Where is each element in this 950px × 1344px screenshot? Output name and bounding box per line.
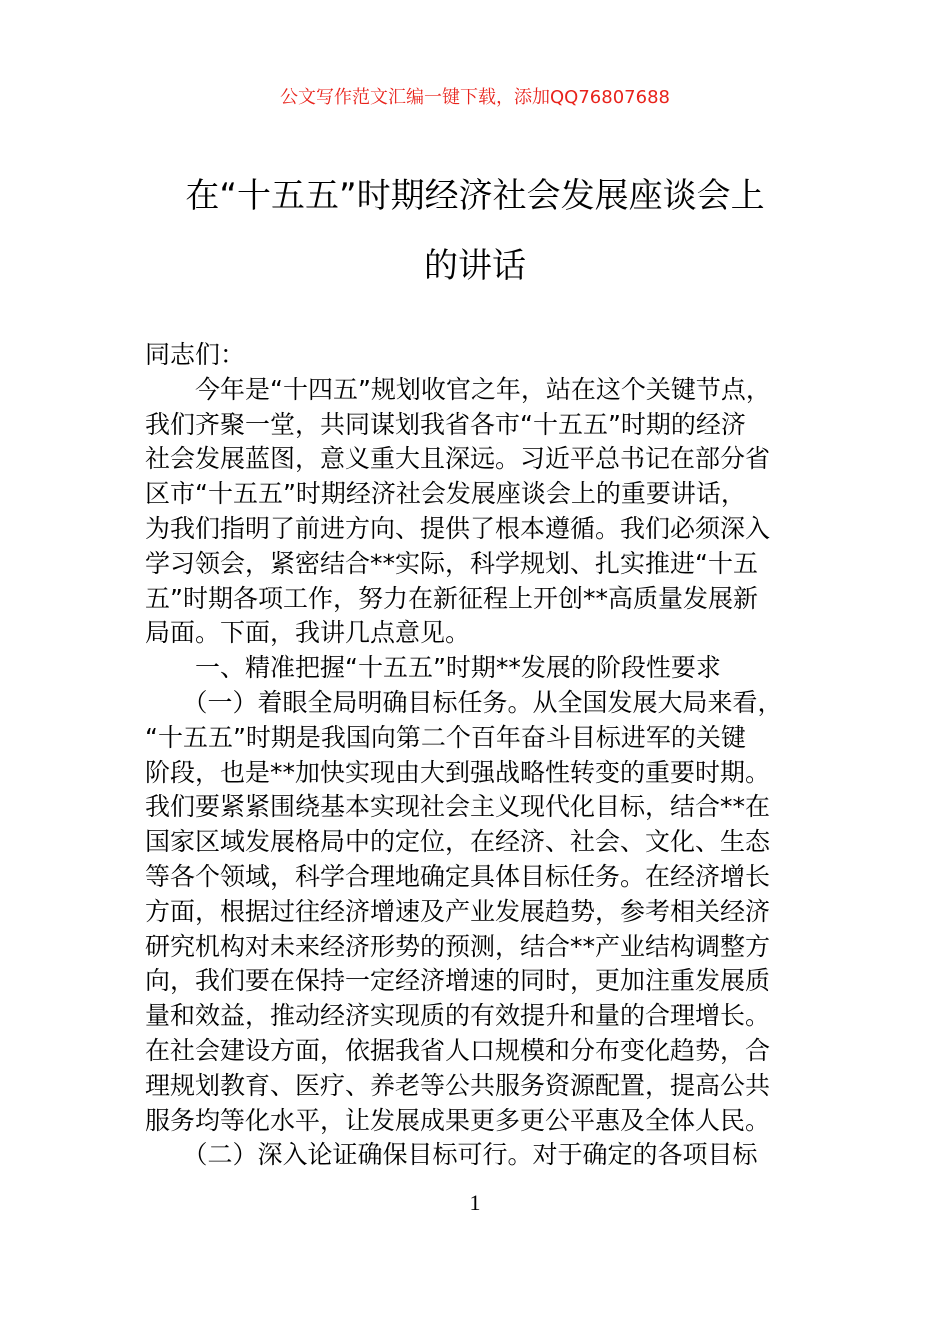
body-line: 国家区域发展格局中的定位，在经济、社会、文化、生态	[145, 827, 771, 857]
body-line: “十五五”时期是我国向第二个百年奋斗目标进军的关键	[145, 722, 746, 752]
body-line: 局面。下面，我讲几点意见。	[145, 618, 471, 648]
section-heading-1: 一、精准把握“十五五”时期**发展的阶段性要求	[145, 653, 721, 683]
body-line: 为我们指明了前进方向、提供了根本遵循。我们必须深入	[145, 513, 771, 543]
page-number: 1	[469, 1190, 481, 1215]
body-line: 方面，根据过往经济增速及产业发展趋势，参考相关经济	[145, 896, 771, 926]
body-line: 理规划教育、医疗、养老等公共服务资源配置，提高公共	[145, 1070, 771, 1100]
body-line: 我们齐聚一堂，共同谋划我省各市“十五五”时期的经济	[145, 409, 746, 439]
body-line: 今年是“十四五”规划收官之年，站在这个关键节点，	[145, 374, 771, 404]
subsection-heading-1-2: （二）深入论证确保目标可行。对于确定的各项目标	[145, 1140, 758, 1170]
body-line: 量和效益，推动经济实现质的有效提升和量的合理增长。	[145, 1001, 771, 1031]
subsection-heading-1-1: （一）着眼全局明确目标任务。从全国发展大局来看，	[145, 687, 783, 717]
body-line: 服务均等化水平，让发展成果更多更公平惠及全体人民。	[145, 1105, 771, 1135]
body-line: 等各个领域，科学合理地确定具体目标任务。在经济增长	[145, 861, 771, 891]
body-line: 向，我们要在保持一定经济增速的同时，更加注重发展质	[145, 966, 771, 996]
body-line: 阶段，也是**加快实现由大到强战略性转变的重要时期。	[145, 757, 771, 787]
body-line: 五”时期各项工作，努力在新征程上开创**高质量发展新	[145, 583, 758, 613]
body-line: 研究机构对未来经济形势的预测，结合**产业结构调整方	[145, 931, 771, 961]
speech-body	[145, 338, 810, 1173]
download-watermark: 公文写作范文汇编一键下载，添加QQ76807688	[280, 87, 670, 108]
body-line: 我们要紧紧围绕基本实现社会主义现代化目标，结合**在	[145, 792, 771, 822]
body-line: 学习领会，紧密结合**实际，科学规划、扎实推进“十五	[145, 548, 758, 578]
body-line: 社会发展蓝图，意义重大且深远。习近平总书记在部分省	[145, 444, 771, 474]
body-line-salutation: 同志们：	[145, 340, 246, 369]
document-title-line-2: 的讲话	[424, 246, 526, 286]
body-line: 区市“十五五”时期经济社会发展座谈会上的重要讲话，	[145, 479, 746, 509]
body-line: 在社会建设方面，依据我省人口规模和分布变化趋势，合	[145, 1035, 771, 1065]
document-title-line-1: 在“十五五”时期经济社会发展座谈会上	[185, 176, 765, 216]
